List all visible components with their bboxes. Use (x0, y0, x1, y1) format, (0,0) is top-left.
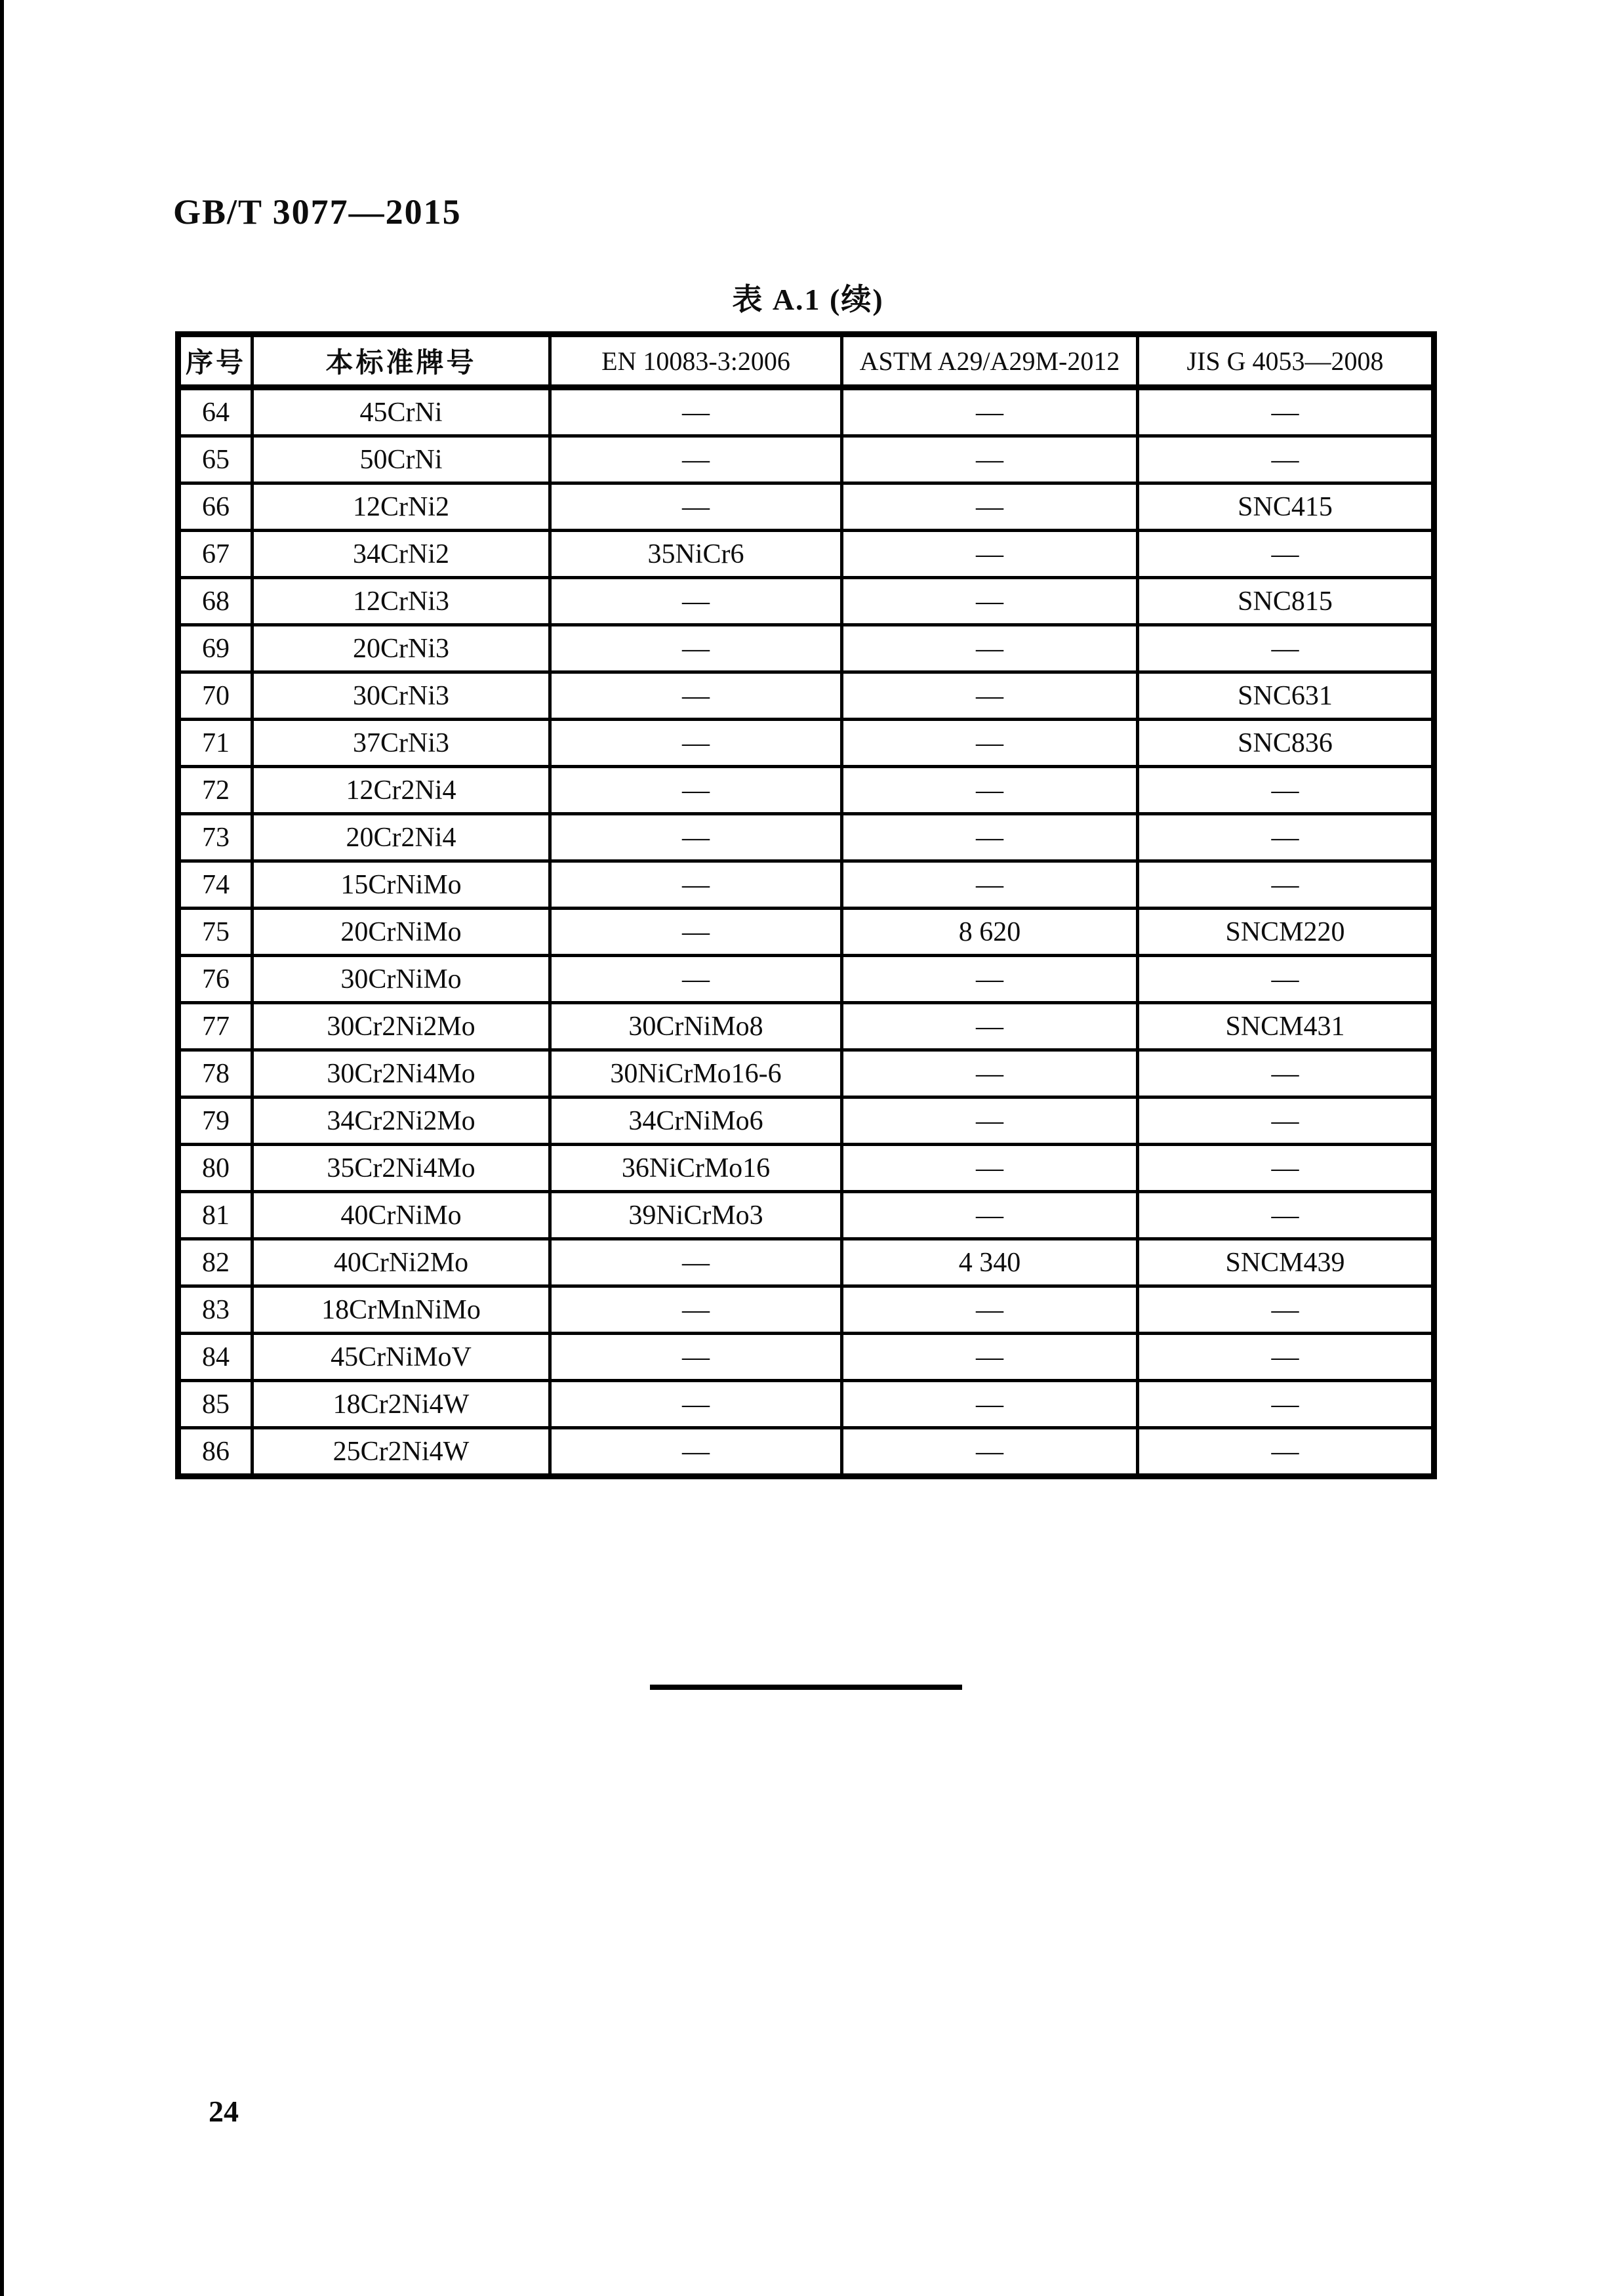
table-head (178, 335, 1434, 388)
grade-cell: — (1138, 814, 1434, 861)
grade-cell: — (842, 956, 1138, 1003)
row-number-cell: 77 (178, 1003, 253, 1050)
grade-cell: 34Cr2Ni2Mo (253, 1097, 550, 1145)
grade-cell: 20CrNiMo (253, 909, 550, 956)
grade-cell: 45CrNiMoV (253, 1334, 550, 1381)
grade-cell: 30CrNi3 (253, 672, 550, 720)
grade-cell: 40CrNi2Mo (253, 1239, 550, 1286)
row-number-cell: 71 (178, 720, 253, 767)
table-row (178, 625, 1434, 672)
column-header: 本标准牌号 (253, 335, 550, 388)
table-row (178, 531, 1434, 578)
grade-cell: 12Cr2Ni4 (253, 767, 550, 814)
table-row (178, 1239, 1434, 1286)
grade-cell: — (842, 767, 1138, 814)
grade-cell: 37CrNi3 (253, 720, 550, 767)
table-row (178, 861, 1434, 909)
grade-cell: — (842, 1050, 1138, 1097)
table-row (178, 1286, 1434, 1334)
grade-cell: — (550, 1428, 842, 1477)
grade-cell: — (1138, 1097, 1434, 1145)
grade-cell: 18CrMnNiMo (253, 1286, 550, 1334)
grade-cell: — (550, 388, 842, 436)
column-header: 序号 (178, 335, 253, 388)
grade-cell: — (1138, 767, 1434, 814)
grade-cell: 30CrNiMo8 (550, 1003, 842, 1050)
grade-cell: — (550, 1286, 842, 1334)
grade-cell: — (550, 483, 842, 531)
grade-cell: — (550, 625, 842, 672)
grade-cell: — (842, 1286, 1138, 1334)
grade-cell: SNCM439 (1138, 1239, 1434, 1286)
grade-cell: 20CrNi3 (253, 625, 550, 672)
grade-cell: — (550, 578, 842, 625)
grade-cell: — (842, 1145, 1138, 1192)
grade-cell: 30CrNiMo (253, 956, 550, 1003)
grade-cell: — (1138, 1381, 1434, 1428)
row-number-cell: 69 (178, 625, 253, 672)
grade-cell: — (550, 767, 842, 814)
grade-cell: — (842, 1003, 1138, 1050)
grade-cell: — (550, 1239, 842, 1286)
row-number-cell: 68 (178, 578, 253, 625)
table-body (178, 388, 1434, 1477)
table-row (178, 578, 1434, 625)
grade-cell: 4 340 (842, 1239, 1138, 1286)
grade-cell: — (550, 814, 842, 861)
grade-cell: — (842, 1097, 1138, 1145)
column-header: JIS G 4053—2008 (1138, 335, 1434, 388)
row-number-cell: 76 (178, 956, 253, 1003)
row-number-cell: 72 (178, 767, 253, 814)
grade-cell: 8 620 (842, 909, 1138, 956)
grade-cell: 18Cr2Ni4W (253, 1381, 550, 1428)
grade-cell: — (1138, 1334, 1434, 1381)
table-row (178, 1428, 1434, 1477)
grade-cell: SNCM431 (1138, 1003, 1434, 1050)
row-number-cell: 70 (178, 672, 253, 720)
grade-cell: 30NiCrMo16-6 (550, 1050, 842, 1097)
grade-cell: — (842, 1381, 1138, 1428)
table-row (178, 1050, 1434, 1097)
grade-cell: — (550, 1334, 842, 1381)
grade-cell: — (842, 578, 1138, 625)
column-header: EN 10083-3:2006 (550, 335, 842, 388)
grade-cell: — (550, 672, 842, 720)
grade-cell: — (1138, 436, 1434, 483)
row-number-cell: 84 (178, 1334, 253, 1381)
row-number-cell: 79 (178, 1097, 253, 1145)
grade-cell: — (550, 720, 842, 767)
row-number-cell: 64 (178, 388, 253, 436)
grade-cell: — (842, 672, 1138, 720)
table-row (178, 388, 1434, 436)
table-row (178, 1145, 1434, 1192)
grade-cell: — (1138, 1145, 1434, 1192)
grade-cell: — (842, 483, 1138, 531)
grade-cell: — (550, 436, 842, 483)
table-row (178, 720, 1434, 767)
table-row (178, 767, 1434, 814)
row-number-cell: 66 (178, 483, 253, 531)
grade-cell: — (842, 861, 1138, 909)
table-row (178, 1381, 1434, 1428)
grades-table (175, 331, 1437, 1479)
grade-cell: 45CrNi (253, 388, 550, 436)
row-number-cell: 74 (178, 861, 253, 909)
row-number-cell: 85 (178, 1381, 253, 1428)
table-row (178, 1097, 1434, 1145)
grade-cell: 50CrNi (253, 436, 550, 483)
grade-cell: SNC415 (1138, 483, 1434, 531)
grade-cell: — (1138, 1428, 1434, 1477)
grade-cell: — (842, 531, 1138, 578)
grade-cell: 35Cr2Ni4Mo (253, 1145, 550, 1192)
standard-code: GB/T 3077—2015 (173, 192, 462, 232)
row-number-cell: 81 (178, 1192, 253, 1239)
grade-cell: — (550, 861, 842, 909)
grade-cell: SNCM220 (1138, 909, 1434, 956)
grade-cell: 12CrNi2 (253, 483, 550, 531)
end-of-document-rule (650, 1685, 962, 1690)
grade-cell: 30Cr2Ni2Mo (253, 1003, 550, 1050)
grade-cell: 15CrNiMo (253, 861, 550, 909)
grade-cell: — (1138, 861, 1434, 909)
row-number-cell: 82 (178, 1239, 253, 1286)
table-header-row (178, 335, 1434, 388)
table-row (178, 483, 1434, 531)
grade-cell: — (842, 388, 1138, 436)
table-row (178, 1192, 1434, 1239)
grade-cell: — (550, 909, 842, 956)
grade-cell: — (842, 436, 1138, 483)
table-row (178, 909, 1434, 956)
row-number-cell: 78 (178, 1050, 253, 1097)
grade-cell: 35NiCr6 (550, 531, 842, 578)
grade-cell: — (1138, 388, 1434, 436)
table-row (178, 1334, 1434, 1381)
row-number-cell: 67 (178, 531, 253, 578)
grade-cell: SNC836 (1138, 720, 1434, 767)
grade-cell: 30Cr2Ni4Mo (253, 1050, 550, 1097)
grade-cell: 25Cr2Ni4W (253, 1428, 550, 1477)
grade-cell: — (1138, 956, 1434, 1003)
grade-cell: 36NiCrMo16 (550, 1145, 842, 1192)
grade-cell: 20Cr2Ni4 (253, 814, 550, 861)
page-number: 24 (209, 2095, 239, 2128)
table-row (178, 1003, 1434, 1050)
table-row (178, 956, 1434, 1003)
column-header: ASTM A29/A29M-2012 (842, 335, 1138, 388)
table-row (178, 436, 1434, 483)
scan-edge-line (0, 0, 4, 2296)
grade-cell: — (550, 956, 842, 1003)
grade-cell: 34CrNi2 (253, 531, 550, 578)
grade-cell: 39NiCrMo3 (550, 1192, 842, 1239)
grade-cell: 12CrNi3 (253, 578, 550, 625)
grade-cell: — (842, 1428, 1138, 1477)
grade-cell: — (842, 625, 1138, 672)
grade-cell: — (1138, 1192, 1434, 1239)
grade-cell: 40CrNiMo (253, 1192, 550, 1239)
grade-cell: — (842, 814, 1138, 861)
grade-cell: — (1138, 531, 1434, 578)
row-number-cell: 86 (178, 1428, 253, 1477)
row-number-cell: 65 (178, 436, 253, 483)
grade-cell: — (550, 1381, 842, 1428)
grade-cell: SNC631 (1138, 672, 1434, 720)
grade-cell: — (842, 720, 1138, 767)
grade-cell: — (1138, 1286, 1434, 1334)
grade-cell: — (1138, 625, 1434, 672)
grade-cell: — (842, 1334, 1138, 1381)
row-number-cell: 80 (178, 1145, 253, 1192)
grade-cell: SNC815 (1138, 578, 1434, 625)
row-number-cell: 83 (178, 1286, 253, 1334)
table-row (178, 814, 1434, 861)
grade-cell: — (1138, 1050, 1434, 1097)
table-title: 表 A.1 (续) (732, 283, 884, 316)
grade-cell: 34CrNiMo6 (550, 1097, 842, 1145)
grade-cell: — (842, 1192, 1138, 1239)
row-number-cell: 73 (178, 814, 253, 861)
table-row (178, 672, 1434, 720)
row-number-cell: 75 (178, 909, 253, 956)
